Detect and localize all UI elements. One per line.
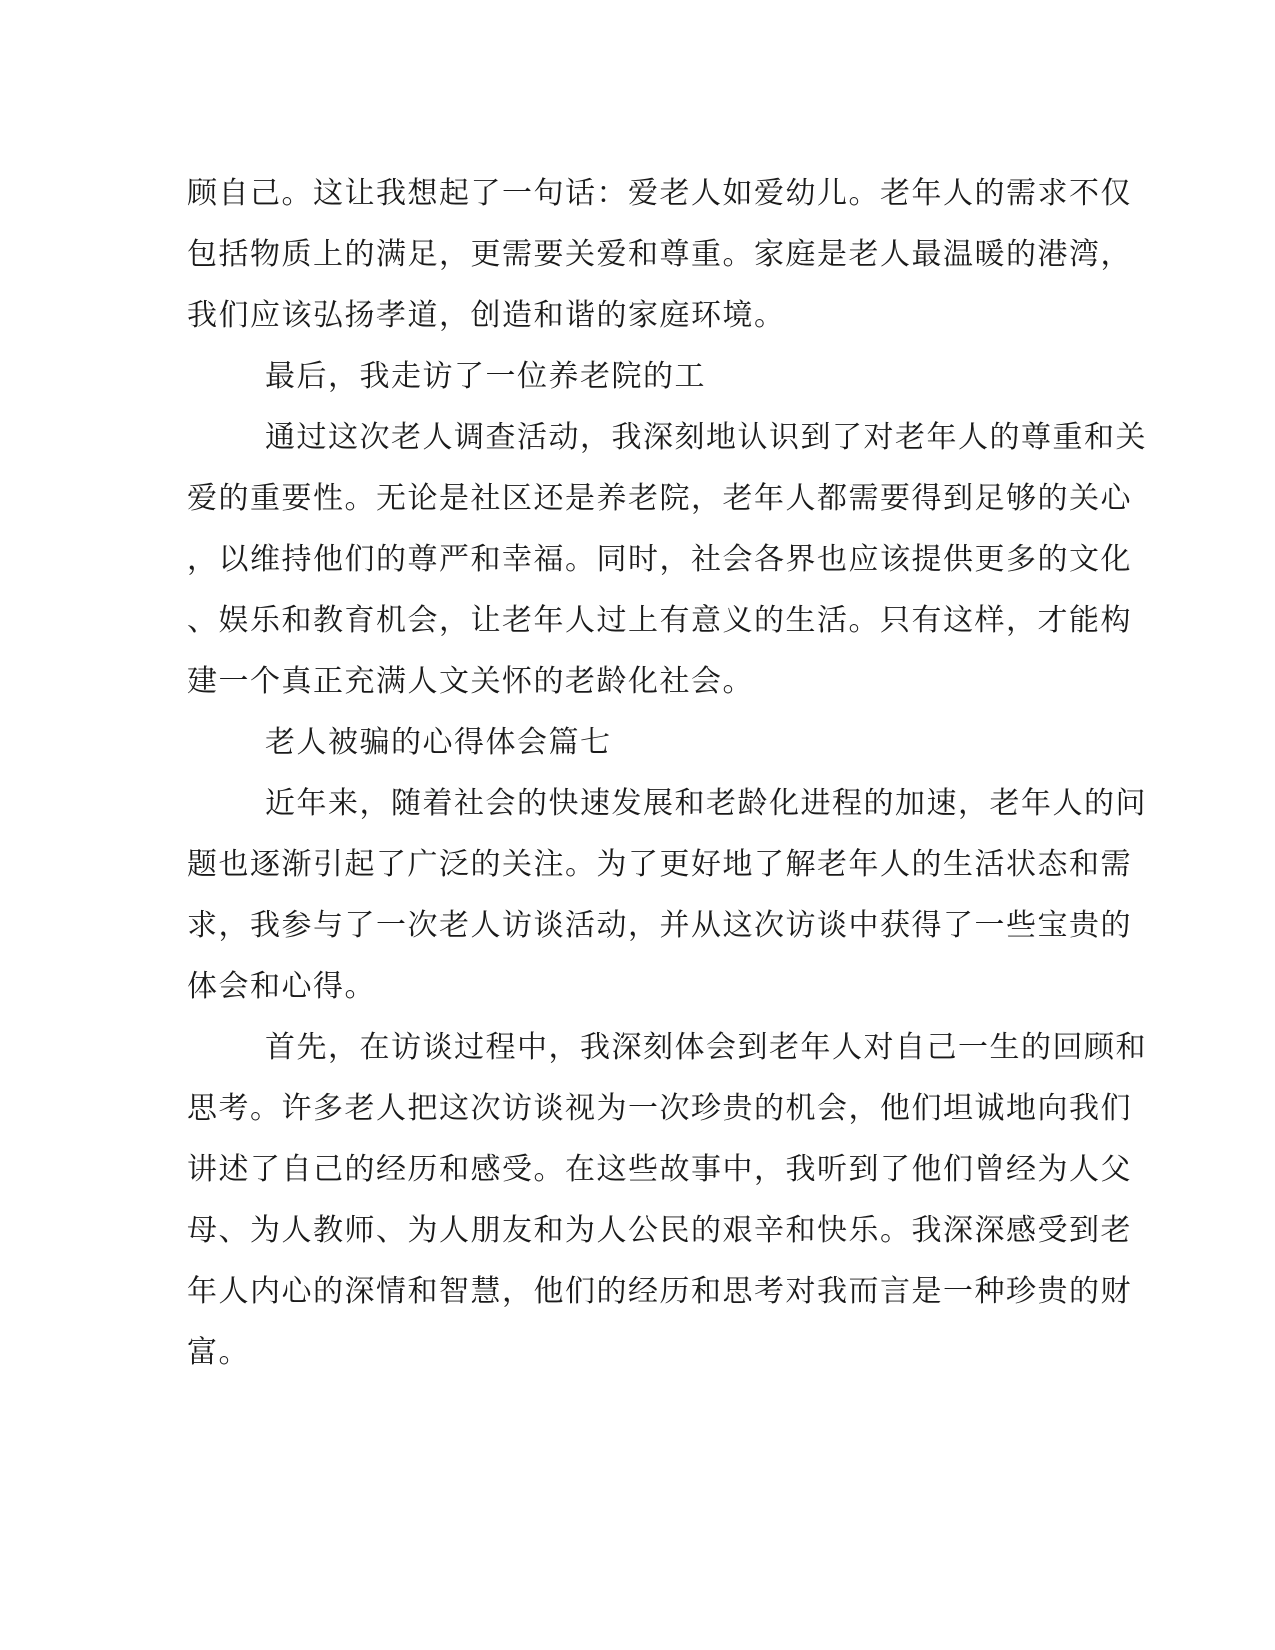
text-line: 年人内心的深情和智慧，他们的经历和思考对我而言是一种珍贵的财 xyxy=(187,1274,1132,1309)
text-line: 富。 xyxy=(187,1335,250,1370)
section-heading xyxy=(187,712,1087,773)
section-title: 老人被骗的心得体会篇七 xyxy=(265,725,612,760)
paragraph-intro xyxy=(187,773,1147,1017)
text-line: 通过这次老人调查活动，我深刻地认识到了对老年人的尊重和关 xyxy=(265,420,1147,455)
text-line: 顾自己。这让我想起了一句话：爱老人如爱幼儿。老年人的需求不仅 xyxy=(187,176,1132,211)
text-line: 首先，在访谈过程中，我深刻体会到老年人对自己一生的回顾和 xyxy=(265,1030,1147,1065)
paragraph-continuation xyxy=(187,163,1132,346)
text-line: 求，我参与了一次老人访谈活动，并从这次访谈中获得了一些宝贵的 xyxy=(187,908,1132,943)
text-line: 近年来，随着社会的快速发展和老龄化进程的加速，老年人的问 xyxy=(265,786,1147,821)
text-line: ，以维持他们的尊严和幸福。同时，社会各界也应该提供更多的文化 xyxy=(187,542,1132,577)
paragraph-conclusion xyxy=(187,407,1147,712)
text-line: 、娱乐和教育机会，让老年人过上有意义的生活。只有这样，才能构 xyxy=(187,603,1132,638)
text-line: 母、为人教师、为人朋友和为人公民的艰辛和快乐。我深深感受到老 xyxy=(187,1213,1132,1248)
text-line: 题也逐渐引起了广泛的关注。为了更好地了解老年人的生活状态和需 xyxy=(187,847,1132,882)
text-line: 包括物质上的满足，更需要关爱和尊重。家庭是老人最温暖的港湾， xyxy=(187,237,1132,272)
text-line: 爱的重要性。无论是社区还是养老院，老年人都需要得到足够的关心 xyxy=(187,481,1132,516)
text-line: 讲述了自己的经历和感受。在这些故事中，我听到了他们曾经为人父 xyxy=(187,1152,1132,1187)
text-line: 最后，我走访了一位养老院的工 xyxy=(265,359,706,394)
text-line: 思考。许多老人把这次访谈视为一次珍贵的机会，他们坦诚地向我们 xyxy=(187,1091,1132,1126)
paragraph-fragment xyxy=(187,346,1087,407)
document-body xyxy=(187,163,1147,1383)
paragraph-first-point xyxy=(187,1017,1147,1383)
text-line: 我们应该弘扬孝道，创造和谐的家庭环境。 xyxy=(187,298,786,333)
text-line: 体会和心得。 xyxy=(187,969,376,1004)
text-line: 建一个真正充满人文关怀的老龄化社会。 xyxy=(187,664,754,699)
